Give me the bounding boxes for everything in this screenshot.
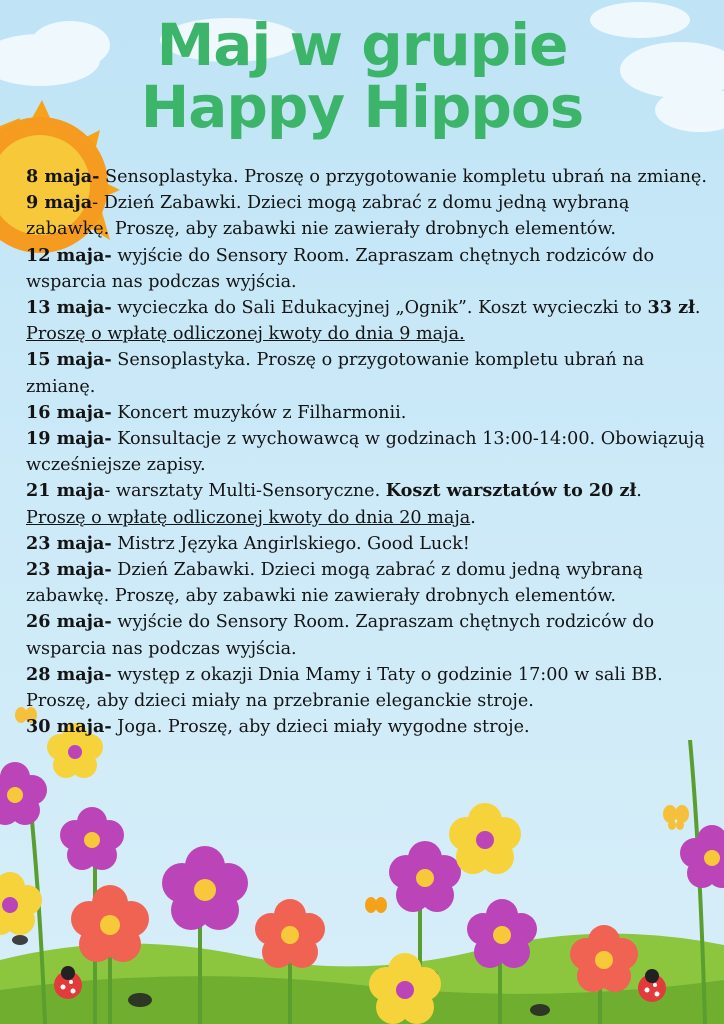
event-date: 9 maja: [26, 192, 93, 214]
event-date: 30 maja-: [26, 716, 112, 738]
event-item: [26, 557, 718, 609]
event-item: [26, 295, 718, 347]
event-item: [26, 662, 718, 714]
event-text: wycieczka do Sali Edukacyjnej „Ognik”. Koszt wycieczki to: [111, 298, 648, 319]
event-item: [26, 243, 718, 295]
event-text: Koncert muzyków z Filharmonii.: [111, 402, 407, 423]
event-item: [26, 609, 718, 661]
event-date: 23 maja-: [26, 559, 112, 581]
event-text-end: .: [636, 481, 642, 502]
event-text: Joga. Proszę, aby dzieci miały wygodne stroje.: [111, 717, 530, 738]
event-text: Mistrz Języka Angirlskiego. Good Luck!: [111, 533, 470, 554]
event-item: [26, 164, 718, 190]
event-date: 23 maja-: [26, 532, 112, 554]
event-date: 28 maja-: [26, 663, 112, 685]
event-text: Sensoplastyka. Proszę o przygotowanie kompletu ubrań na zmianę.: [99, 167, 707, 187]
event-item: [26, 190, 718, 242]
event-text: Sensoplastyka. Proszę o przygotowanie kompletu ubrań na zmianę.: [26, 350, 645, 397]
payment-note-end: .: [470, 507, 476, 528]
event-text: Dzień Zabawki. Dzieci mogą zabrać z domu jedną wybraną zabawkę. Proszę, aby zabawki nie zawierały drobnych elementów.: [26, 560, 643, 607]
event-cost: Koszt warsztatów to 20 zł: [385, 480, 637, 502]
event-item: [26, 347, 718, 399]
event-text: - warsztaty Multi-Sensoryczne.: [104, 481, 386, 502]
event-date: 13 maja-: [26, 297, 112, 319]
event-item: [26, 531, 718, 557]
event-text: wyjście do Sensory Room. Zapraszam chętnych rodziców do wsparcia nas podczas wyjścia.: [26, 245, 655, 292]
event-text: wyjście do Sensory Room. Zapraszam chętnych rodziców do wsparcia nas podczas wyjścia.: [26, 612, 655, 659]
payment-note: Proszę o wpłatę odliczonej kwoty do dnia 20 maja: [26, 507, 471, 528]
event-date: 19 maja-: [26, 428, 112, 450]
event-item: [26, 426, 718, 478]
event-date: 8 maja-: [26, 166, 100, 187]
payment-note: Proszę o wpłatę odliczonej kwoty do dnia 9 maja.: [26, 324, 465, 345]
event-text: - Dzień Zabawki. Dzieci mogą zabrać z domu jedną wybraną zabawkę. Proszę, aby zabawki nie zawierały drobnych elementów.: [26, 193, 630, 240]
event-item: [26, 714, 718, 740]
event-cost: 33 zł: [647, 297, 695, 319]
event-date: 26 maja-: [26, 611, 112, 633]
event-text: Konsultacje z wychowawcą w godzinach 13:00-14:00. Obowiązują wcześniejsze zapisy.: [26, 429, 705, 476]
event-date: 16 maja-: [26, 401, 112, 423]
event-date: 12 maja-: [26, 244, 112, 266]
event-date: 15 maja-: [26, 349, 112, 371]
event-text: występ z okazji Dnia Mamy i Taty o godzinie 17:00 w sali BB. Proszę, aby dzieci miały na przebranie eleganckie stroje.: [26, 664, 663, 712]
event-schedule: [26, 164, 718, 740]
title-line-2: Happy Hippos: [140, 73, 584, 141]
event-item: [26, 400, 718, 426]
event-item: [26, 478, 718, 530]
event-text-end: .: [694, 298, 701, 319]
event-date: 21 maja: [26, 480, 105, 502]
title-line-1: Maj w grupie: [156, 11, 568, 79]
page-title: [0, 11, 724, 141]
